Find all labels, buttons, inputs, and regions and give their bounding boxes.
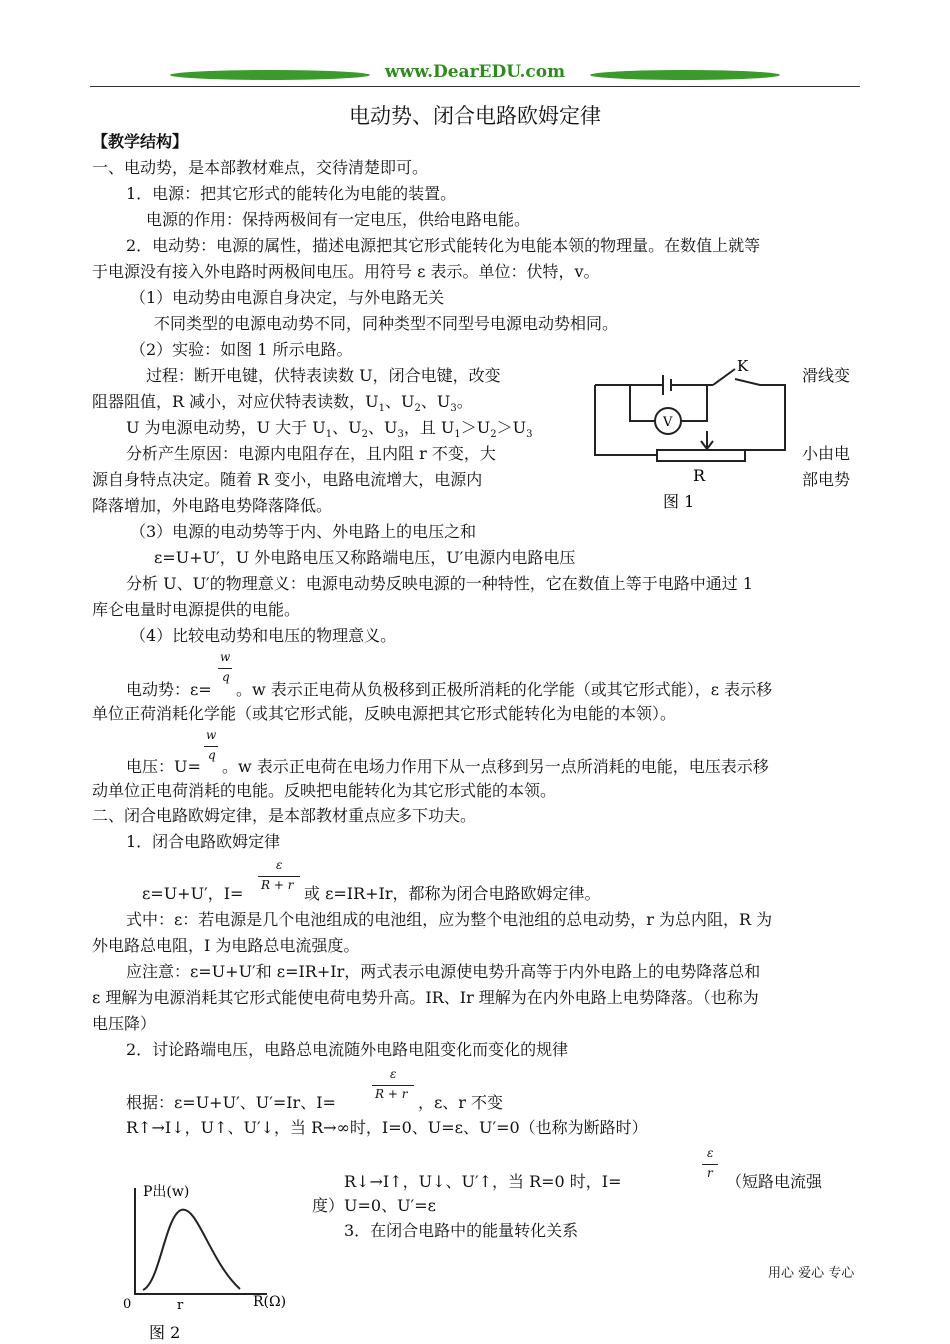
fraction-bar (372, 1085, 414, 1086)
page-footer: 用心 爱心 专心 (768, 1266, 855, 1281)
y-axis-label: P出(w) (143, 1184, 190, 1200)
text-line: 应注意：ε=U+U′和 ε=IR+Ir，两式表示电源使电势升高等于内外电路上的电势降落总和 (126, 962, 761, 981)
x-axis-label: R(Ω) (253, 1294, 287, 1310)
text-line: 不同类型的电源电动势不同，同种类型不同型号电源电动势相同。 (154, 314, 619, 333)
text-line: 小由电 (802, 444, 851, 463)
fraction-numerator: ε (707, 1146, 714, 1160)
axis-lines (135, 1188, 267, 1294)
slider-arrow-icon (701, 431, 713, 449)
fraction-bar (258, 876, 300, 877)
text-line: ε=U+U′，I= (142, 884, 244, 903)
text-line: 电压：U= (126, 757, 201, 776)
text-line: R↓→I↑，U↓、U′↑，当 R=0 时，I= (344, 1172, 622, 1191)
text-line: 库仑电量时电源提供的电能。 (92, 600, 301, 619)
fraction-denominator: r (707, 1166, 713, 1180)
fraction-denominator: q (222, 670, 230, 684)
text-line: 部电势 (802, 470, 851, 489)
text-line: ，ε、r 不变 (418, 1093, 504, 1112)
text-line: （3）电源的电动势等于内、外电路上的电压之和 (130, 522, 477, 541)
text-line: U 为电源电动势，U 大于 $U_1$、$U_2$、$U_3$，且 $U_1>U_2>U_3$ (126, 418, 533, 441)
text-line: 于电源没有接入外电路时两极间电压。用符号 ε 表示。单位：伏特，v。 (92, 262, 600, 281)
text-line: 1．闭合电路欧姆定律 (126, 832, 281, 851)
text-line: 源自身特点决定。随着 R 变小，电路电流增大，电源内 (92, 470, 483, 489)
text-line: 阻器阻值，R 减小，对应伏特表读数，$U_1$、$U_2$、$U_3$。 (92, 392, 473, 415)
fraction-numerator: ε (390, 1067, 397, 1081)
switch-label: K (737, 357, 749, 375)
text-line: 电源的作用：保持两极间有一定电压，供给电路电能。 (146, 210, 531, 229)
fraction-numerator: w (220, 650, 231, 664)
power-curve-figure-2 (115, 1172, 305, 1342)
power-curve (143, 1210, 240, 1290)
resistor-label: R (693, 466, 706, 485)
text-line: 。w 表示正电荷从负极移到正极所消耗的化学能（或其它形式能），ε 表示移 (236, 680, 773, 699)
site-logo: www.DearEDU.com (384, 62, 566, 82)
text-line: （4）比较电动势和电压的物理意义。 (130, 626, 397, 645)
text-line: 过程：断开电键，伏特表读数 U，闭合电键，改变 (146, 366, 501, 385)
site-header (90, 62, 860, 90)
battery-icon (663, 375, 671, 395)
text-line: 滑线变 (802, 366, 851, 385)
text-line: 2．电动势：电源的属性，描述电源把其它形式能转化为电能本领的物理量。在数值上就等 (126, 236, 761, 255)
text-line: 电动势：ε= (126, 680, 212, 699)
text-line: 式中：ε：若电源是几个电池组成的电池组，应为整个电池组的总电动势，r 为总内阻，R 为 (126, 910, 773, 929)
peak-label: r (177, 1298, 184, 1313)
text-line: （2）实验：如图 1 所示电路。 (130, 340, 353, 359)
text-line: 3．在闭合电路中的能量转化关系 (344, 1221, 579, 1240)
resistor-icon (657, 450, 745, 461)
fraction-bar (218, 668, 232, 669)
text-line: 外电路总电阻，I 为电路总电流强度。 (92, 936, 360, 955)
fraction-bar (702, 1164, 718, 1165)
text-line: 根据：ε=U+U′、U′=Ir、I= (126, 1093, 336, 1112)
header-rule (90, 86, 860, 87)
text-line: 一、电动势，是本部教材难点，交待清楚即可。 (92, 158, 429, 177)
text-line: 分析 U、U′的物理意义：电源电动势反映电源的一种特性，它在数值上等于电路中通过 1 (126, 574, 753, 593)
text-line: ε 理解为电源消耗其它形式能使电荷电势升高。IR、Ir 理解为在内外电路上电势降落。（也称为 (92, 988, 759, 1007)
fraction-denominator: q (208, 748, 216, 762)
figure-caption: 图 2 (149, 1323, 181, 1342)
fraction-denominator: R + r (261, 878, 294, 892)
origin-label: 0 (123, 1297, 132, 1312)
text-line: 电压降） (92, 1014, 157, 1033)
page-title: 电动势、闭合电路欧姆定律 (349, 104, 601, 128)
text-line: 动单位正电荷消耗的电能。反映把电能转化为其它形式能的本领。 (92, 781, 557, 800)
voltmeter-label: V (663, 415, 673, 430)
switch-icon (713, 369, 735, 385)
text-line: ε=U+U′，U 外电路电压又称路端电压，U′电源内电路电压 (154, 548, 576, 567)
fraction-bar (204, 746, 218, 747)
text-line: 或 ε=IR+Ir，都称为闭合电路欧姆定律。 (304, 884, 601, 903)
circuit-figure-1 (585, 355, 795, 515)
text-line: 1．电源：把其它形式的能转化为电能的装置。 (126, 184, 457, 203)
text-line: （1）电动势由电源自身决定，与外电路无关 (130, 288, 445, 307)
fraction-numerator: ε (276, 858, 283, 872)
text-line: 降落增加，外电路电势降落降低。 (92, 496, 333, 515)
text-line: 。w 表示正电荷在电场力作用下从一点移到另一点所消耗的电能，电压表示移 (222, 757, 769, 776)
figure-caption: 图 1 (663, 492, 695, 511)
text-line: 二、闭合电路欧姆定律，是本部教材重点应多下功夫。 (92, 806, 477, 825)
text-line: 度）U=0、U′=ε (312, 1196, 436, 1215)
text-line: R↑→I↓，U↑、U′↓，当 R→∞时，I=0、U=ε、U′=0（也称为断路时） (126, 1118, 648, 1137)
text-line: 分析产生原因：电源内电阻存在，且内阻 r 不变，大 (126, 444, 496, 463)
text-line: （短路电流强 (726, 1172, 823, 1191)
fraction-denominator: R + r (375, 1087, 408, 1101)
circuit-wire (595, 379, 785, 450)
text-line: 2．讨论路端电压，电路总电流随外电路电阻变化而变化的规律 (126, 1040, 569, 1059)
fraction-numerator: w (206, 728, 217, 742)
section-heading: 【教学结构】 (92, 132, 189, 151)
text-line: 单位正荷消耗化学能（或其它形式能，反映电源把其它形式能转化为电能的本领）。 (92, 704, 677, 723)
